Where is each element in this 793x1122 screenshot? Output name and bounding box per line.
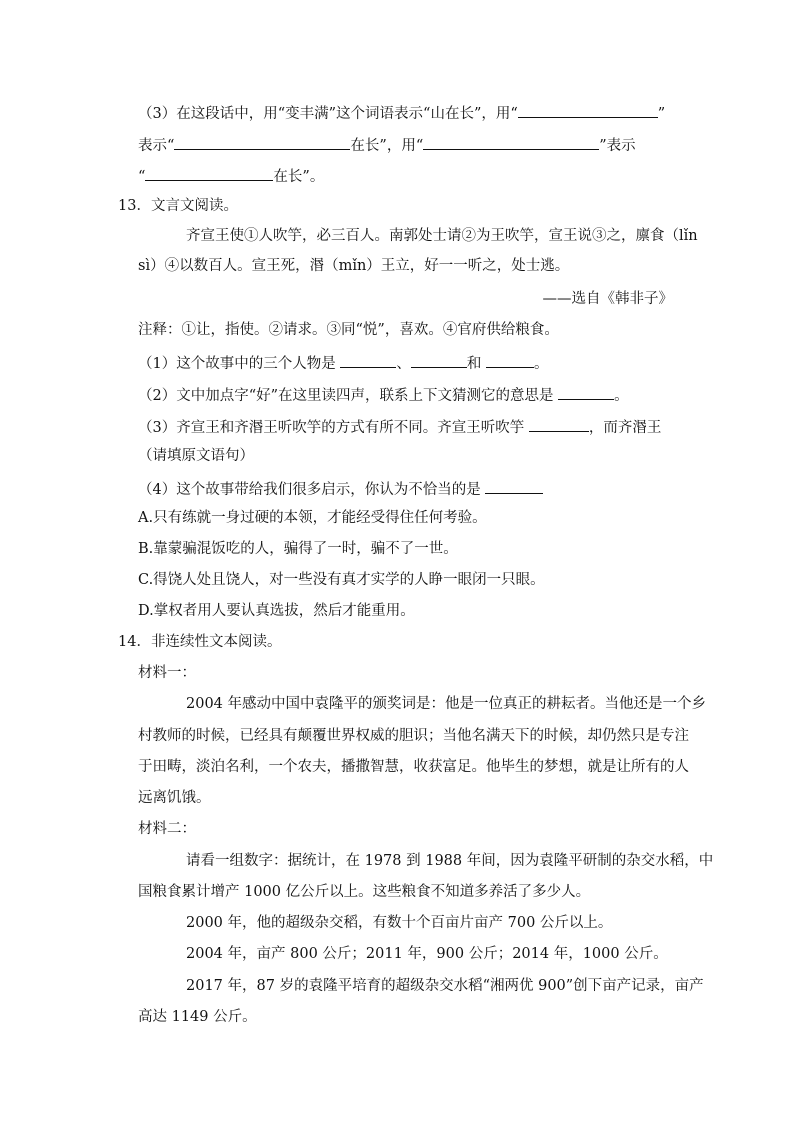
option-d[interactable]: D.掌权者用人要认真选拔，然后才能重用。 — [138, 603, 415, 619]
q13-sub1-text: （1）这个故事中的三个人物是 — [138, 356, 336, 372]
material-2-line: 2017 年，87 岁的袁隆平培育的超级杂交水稻“湘两优 900”创下亩产记录，亩产 — [186, 978, 704, 994]
q13-sub1-text: 、 — [396, 356, 411, 372]
q12-sub3-text: ” — [657, 106, 666, 122]
answer-blank[interactable] — [340, 351, 396, 368]
answer-blank[interactable] — [485, 477, 543, 494]
q13-source: ——选自《韩非子》 — [542, 291, 673, 307]
q13-text-line1: 齐宣王使①人吹竽，必三百人。南郭处士请②为王吹竽，宣王说③之，廪食（lǐn — [186, 228, 698, 244]
q13-sub2-text: 。 — [614, 388, 629, 404]
q13-sub3-text: ，而齐湣王 — [588, 420, 662, 436]
q13-sub1 — [138, 351, 548, 374]
q13-notes: 注释：①让，指使。②请求。③同“悦”，喜欢。④官府供给粮食。 — [138, 322, 559, 338]
material-2-line: 2004 年，亩产 800 公斤；2011 年，900 公斤；2014 年，1000 公斤。 — [186, 946, 668, 962]
q12-sub3-text: 在长”，用“ — [350, 138, 424, 154]
q13-sub3-note: （请填原文语句） — [138, 448, 254, 464]
material-1-line: 2004 年感动中国中袁隆平的颁奖词是：他是一位真正的耕耘者。当他还是一个乡 — [186, 696, 707, 712]
material-2-line: 2000 年，他的超级杂交稻，有数十个百亩片亩产 700 公斤以上。 — [186, 915, 613, 931]
q14-heading: 14．非连续性文本阅读。 — [118, 634, 282, 650]
q13-sub2-text: （2）文中加点字“好”在这里读四声，联系上下文猜测它的意思是 — [138, 388, 554, 404]
material-2-line: 国粮食累计增产 1000 亿公斤以上。这些粮食不知道多养活了多少人。 — [138, 884, 591, 900]
q12-sub3-text: （3）在这段话中，用“变丰满”这个词语表示“山在长”，用“ — [138, 106, 518, 122]
q12-sub3-text: “ — [138, 169, 146, 185]
q12-sub3-text: 表示“ — [138, 138, 175, 154]
q13-sub2 — [138, 383, 629, 406]
q13-text-line2: sì）④以数百人。宣王死，湣（mǐn）王立，好一一听之，处士逃。 — [138, 258, 570, 274]
q12-sub3-line2 — [138, 133, 636, 156]
answer-blank[interactable] — [145, 164, 273, 181]
option-b[interactable]: B.靠蒙骗混饭吃的人，骗得了一时，骗不了一世。 — [138, 541, 458, 557]
material-2-line: 请看一组数字：据统计，在 1978 到 1988 年间，因为袁隆平研制的杂交水稻，中 — [186, 853, 714, 869]
q12-sub3-text: 在长”。 — [273, 169, 325, 185]
answer-blank[interactable] — [411, 351, 467, 368]
option-c[interactable]: C.得饶人处且饶人，对一些没有真才实学的人睁一眼闭一只眼。 — [138, 572, 545, 588]
option-a[interactable]: A.只有练就一身过硬的本领，才能经受得住任何考验。 — [138, 510, 487, 526]
material-1-line: 于田畴，淡泊名利，一个农夫，播撒智慧，收获富足。他毕生的梦想，就是让所有的人 — [138, 759, 689, 775]
q13-sub4-text: （4）这个故事带给我们很多启示，你认为不恰当的是 — [138, 482, 481, 498]
q13-sub1-text: 。 — [533, 356, 549, 372]
q13-sub3-text: （3）齐宣王和齐湣王听吹竽的方式有所不同。齐宣王听吹竽 — [138, 420, 525, 436]
material-2-label: 材料二： — [138, 821, 196, 837]
material-1-line: 村教师的时候，已经具有颠覆世界权威的胆识；当他名满天下的时候，却仍然只是专注 — [138, 728, 689, 744]
answer-blank[interactable] — [486, 351, 534, 368]
material-1-label: 材料一： — [138, 665, 196, 681]
q13-heading: 13．文言文阅读。 — [118, 198, 238, 214]
q12-sub3-text: ”表示 — [599, 138, 636, 154]
q12-sub3-line1 — [138, 101, 665, 124]
answer-blank[interactable] — [518, 101, 658, 118]
answer-blank[interactable] — [423, 133, 599, 150]
answer-blank[interactable] — [529, 415, 589, 432]
answer-blank[interactable] — [558, 383, 614, 400]
q13-sub4 — [138, 477, 543, 500]
q13-sub1-text: 和 — [466, 356, 482, 372]
material-2-line: 高达 1149 公斤。 — [138, 1009, 257, 1025]
material-1-line: 远离饥饿。 — [138, 790, 211, 806]
q12-sub3-line3 — [138, 164, 324, 187]
answer-blank[interactable] — [174, 133, 350, 150]
q13-sub3 — [138, 415, 661, 438]
